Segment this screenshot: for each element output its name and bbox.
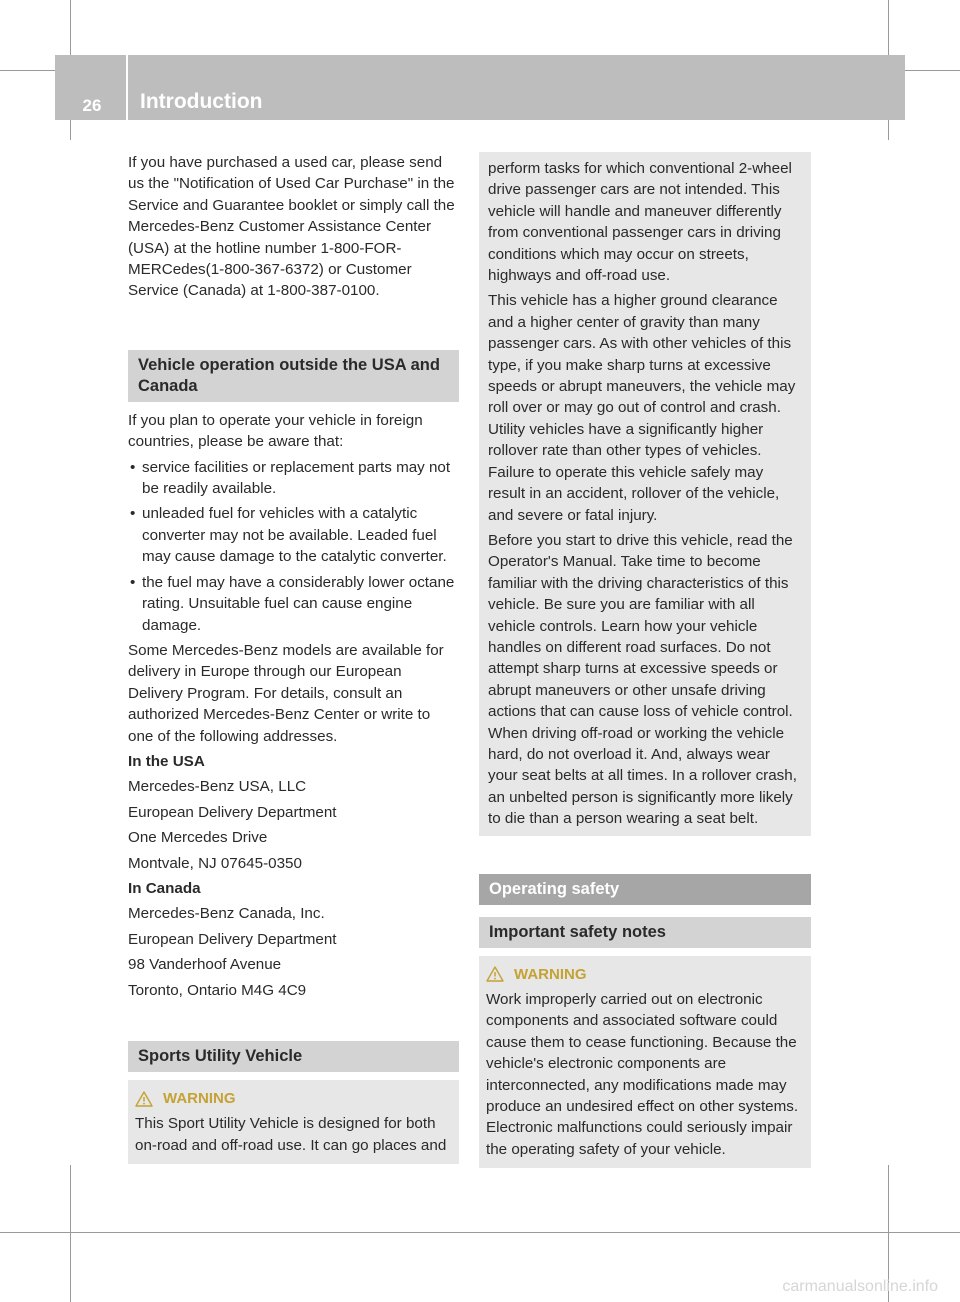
canada-address-line: European Delivery Department [128, 930, 337, 948]
usa-address-line: One Mercedes Drive [128, 829, 268, 847]
crop-mark [0, 1232, 960, 1233]
usa-label: In the USA [128, 752, 205, 770]
warning-triangle-icon [486, 966, 504, 982]
bullet-list [128, 457, 459, 636]
watermark: carmanualsonline.info [782, 1278, 938, 1295]
left-column [128, 152, 459, 1164]
warning-continuation-text: perform tasks for which conventional 2-wheel drive passenger cars are not intended. This vehicle will handle and maneuver differently from conventional passenger cars in driving conditions which may occur on streets, highways and off-road use. [488, 160, 792, 285]
heading-sports-utility-vehicle: Sports Utility Vehicle [128, 1041, 459, 1072]
warning-triangle-icon [135, 1091, 153, 1107]
heading-operating-safety: Operating safety [479, 874, 811, 905]
usa-address-line: European Delivery Department [128, 803, 337, 821]
list-item: • the fuel may have a considerably lower octane rating. Unsuitable fuel can cause engine damage. [130, 573, 455, 634]
canada-address-line: Toronto, Ontario M4G 4C9 [128, 981, 307, 999]
foreign-paragraph: If you plan to operate your vehicle in foreign countries, please be aware that: [128, 411, 423, 451]
warning-continuation-text: Before you start to drive this vehicle, read the Operator's Manual. Take time to become familiar with the driving characteristics of this vehicle. Be sure you are familiar with all vehicle controls. Learn how your vehicle handles on different road surfaces. Do not attempt sharp turns at excessive speeds or abrupt maneuvers or other unsafe driving actions that can cause loss of vehicle control. When driving off-road or working the vehicle hard, do not overload it. And, always wear your seat belts at all times. In a rollover crash, an unbelted person is significantly more likely to die than a person wearing a seat belt. [488, 531, 797, 828]
heading-vehicle-operation: Vehicle operation outside the USA and Canada [128, 350, 459, 402]
warning-text: Work improperly carried out on electronic components and associated software could cause them to cease functioning. Because the vehicle's electronic components are interconnected, any modifications made may produce an undesired effect on other systems. Electronic malfunctions could seriously impair the operating safety of your vehicle. [486, 991, 799, 1158]
right-column [479, 152, 811, 1168]
warning-box [128, 1080, 459, 1164]
heading-important-safety-notes: Important safety notes [479, 917, 811, 948]
intro-paragraph: If you have purchased a used car, please send us the "Notification of Used Car Purchase" in the Service and Guarantee booklet or simply call the Mercedes-Benz Customer Assistance Center (USA) at the hotline number 1-800-FOR-MERCedes(1-800-367-6372) or Customer Service (Canada) at 1-800-387-0100. [128, 154, 455, 300]
bullet-icon: • [130, 458, 136, 476]
delivery-paragraph: Some Mercedes-Benz models are available for delivery in Europe through our European Delivery Program. For details, consult an authorized Mercedes-Benz Center or write to one of the following addresses. [128, 641, 444, 745]
canada-address-line: Mercedes-Benz Canada, Inc. [128, 905, 325, 923]
usa-address-line: Mercedes-Benz USA, LLC [128, 778, 307, 796]
bullet-icon: • [130, 505, 136, 523]
header-divider [126, 55, 128, 120]
canada-address-line: 98 Vanderhoof Avenue [128, 956, 282, 974]
warning-label: WARNING [163, 1090, 236, 1107]
warning-text: This Sport Utility Vehicle is designed for both on-road and off-road use. It can go places and [135, 1115, 447, 1154]
page-number: 26 [82, 96, 102, 115]
crop-mark [70, 1165, 71, 1302]
list-item: • service facilities or replacement parts may not be readily available. [130, 458, 451, 498]
section-title: Introduction [140, 90, 263, 113]
warning-label: WARNING [514, 965, 587, 983]
warning-box [479, 956, 811, 1169]
list-item: • unleaded fuel for vehicles with a catalytic converter may not be available. Leaded fuel may cause damage to the catalytic converter. [130, 505, 447, 566]
usa-address-line: Montvale, NJ 07645-0350 [128, 854, 302, 872]
canada-label: In Canada [128, 879, 201, 897]
warning-continuation-text: This vehicle has a higher ground clearance and a higher center of gravity than many passenger cars. As with other vehicles of this type, if you make sharp turns at excessive speeds or abrupt maneuvers, the vehicle may roll over or may go out of control and crash. Utility vehicles have a significantly higher rollover rate than other types of vehicles. Failure to operate this vehicle safely may result in an accident, rollover of the vehicle, and severe or fatal injury. [488, 292, 796, 524]
bullet-icon: • [130, 573, 136, 591]
warning-continuation-box [479, 152, 811, 836]
